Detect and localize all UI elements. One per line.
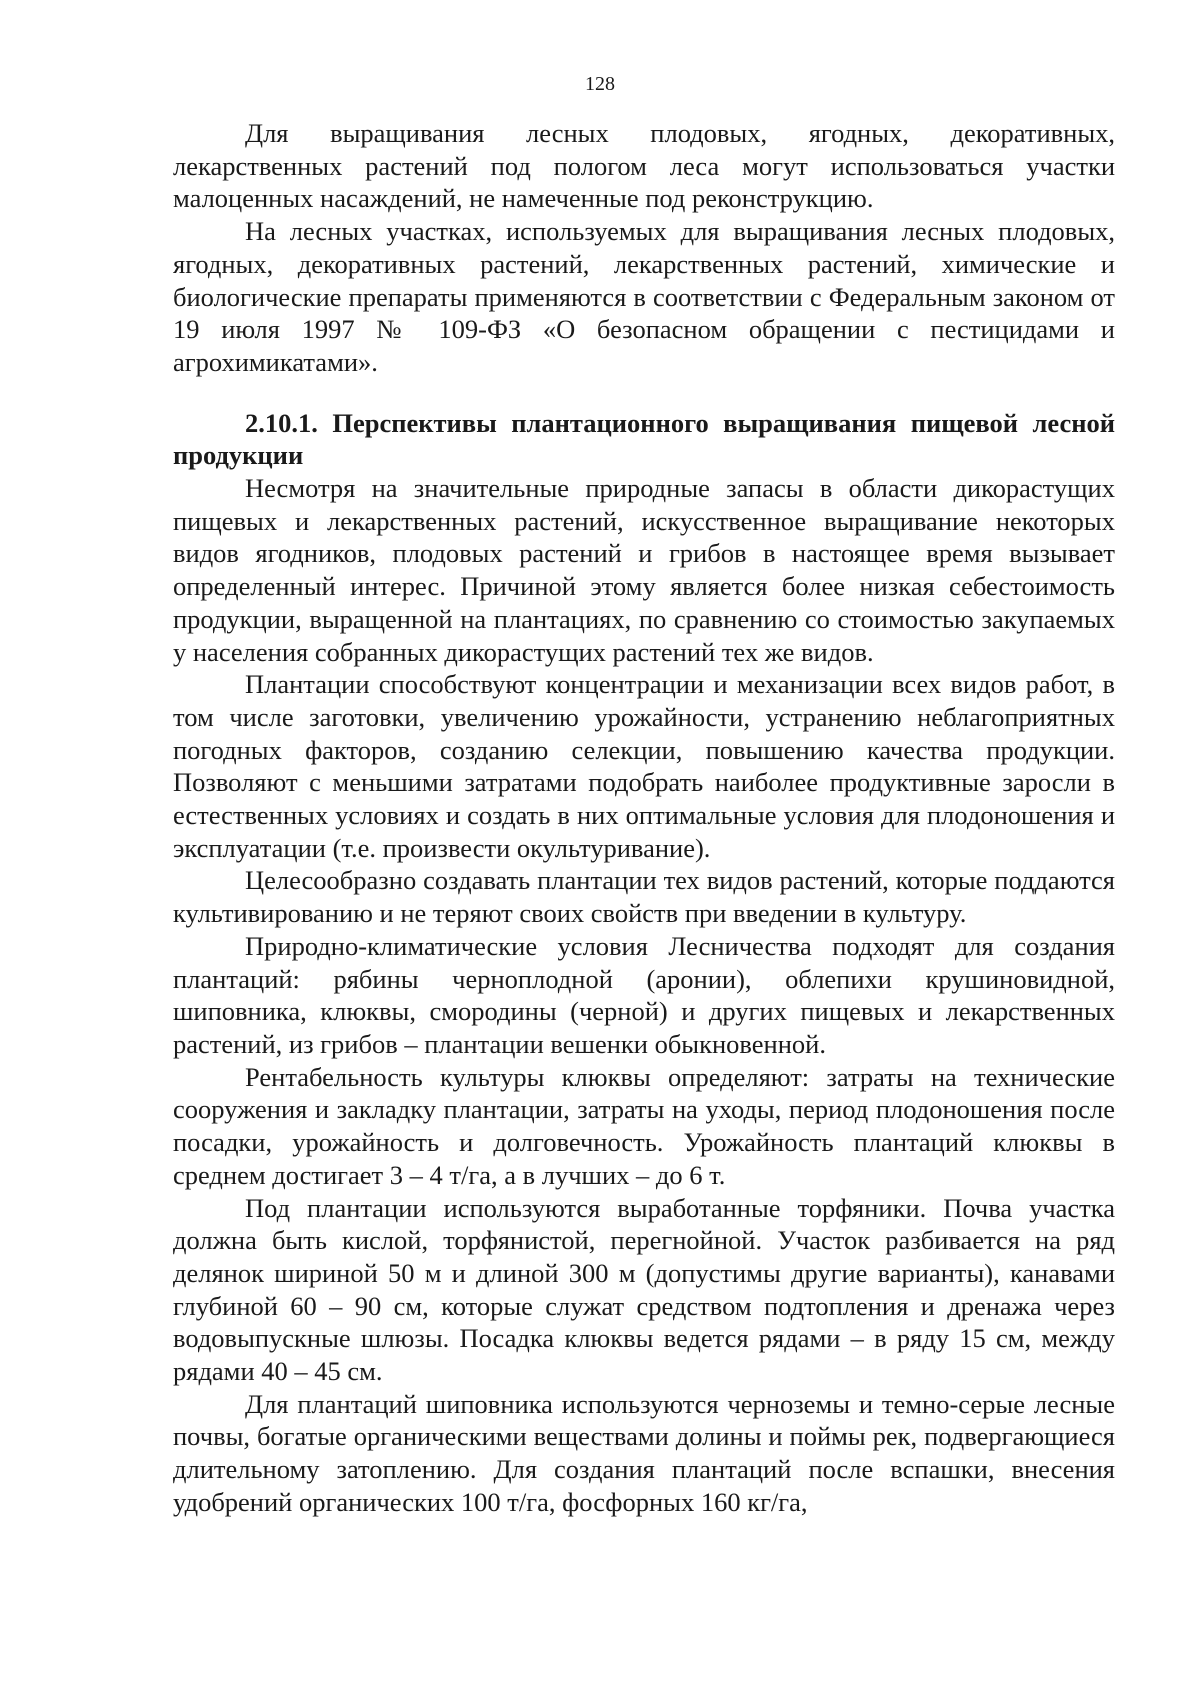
paragraph: Для плантаций шиповника используются черноземы и темно-серые лесные почвы, богатые органическими веществами долины и поймы рек, подвергающиеся длительному затоплению. Для создания плантаций после вспашки, внесения удобрений органических 100 т/га, фосфорных 160 кг/га, [173, 1388, 1115, 1517]
paragraph: Несмотря на значительные природные запасы в области дикорастущих пищевых и лекарственных растений, искусственное выращивание некоторых видов ягодников, плодовых растений и грибов в настоящее время вызывает определенный интерес. Причиной этому является более низкая себестоимость продукции, выращенной на плантациях, по сравнению со стоимостью закупаемых у населения собранных дикорастущих растений тех же видов. [173, 473, 1115, 667]
page-body [173, 117, 1115, 1519]
page-number: 128 [585, 73, 615, 95]
paragraph: Рентабельность культуры клюквы определяют: затраты на технические сооружения и закладку плантации, затраты на уходы, период плодоношения после посадки, урожайность и долговечность. Урожайность плантаций клюквы в среднем достигает 3 – 4 т/га, а в лучших – до 6 т. [173, 1061, 1115, 1190]
paragraph: Под плантации используются выработанные торфяники. Почва участка должна быть кислой, торфянистой, перегнойной. Участок разбивается на ряд делянок шириной 50 м и длиной 300 м (допустимы другие варианты), канавами глубиной 60 – 90 см, которые служат средством подтопления и дренажа через водовыпускные шлюзы. Посадка клюквы ведется рядами – в ряду 15 см, между рядами 40 – 45 см. [173, 1192, 1115, 1387]
paragraph: Для выращивания лесных плодовых, ягодных, декоративных, лекарственных растений под пологом леса могут использоваться участки малоценных насаждений, не намеченные под реконструкцию. [173, 118, 1115, 214]
paragraph: Природно-климатические условия Лесничества подходят для создания плантаций: рябины черноплодной (аронии), облепихи крушиновидной, шиповника, клюквы, смородины (черной) и других пищевых и лекарственных растений, из грибов – плантации вешенки обыкновенной. [173, 930, 1115, 1059]
paragraph: На лесных участках, используемых для выращивания лесных плодовых, ягодных, декоративных растений, лекарственных растений, химические и биологические препараты применяются в соответствии с Федеральным законом от 19 июля 1997 № 109-ФЗ «О безопасном обращении с пестицидами и агрохимикатами». [173, 216, 1115, 377]
paragraph: Целесообразно создавать плантации тех видов растений, которые поддаются культивированию и не теряют своих свойств при введении в культуру. [173, 865, 1115, 929]
paragraph: Плантации способствуют концентрации и механизации всех видов работ, в том числе заготовки, увеличению урожайности, устранению неблагоприятных погодных факторов, созданию селекции, повышению качества продукции. Позволяют с меньшими затратами подобрать наиболее продуктивные заросли в естественных условиях и создать в них оптимальные условия для плодоношения и эксплуатации (т.е. произвести окультуривание). [173, 669, 1115, 863]
section-heading: 2.10.1. Перспективы плантационного выращивания пищевой лесной продукции [173, 407, 1115, 471]
